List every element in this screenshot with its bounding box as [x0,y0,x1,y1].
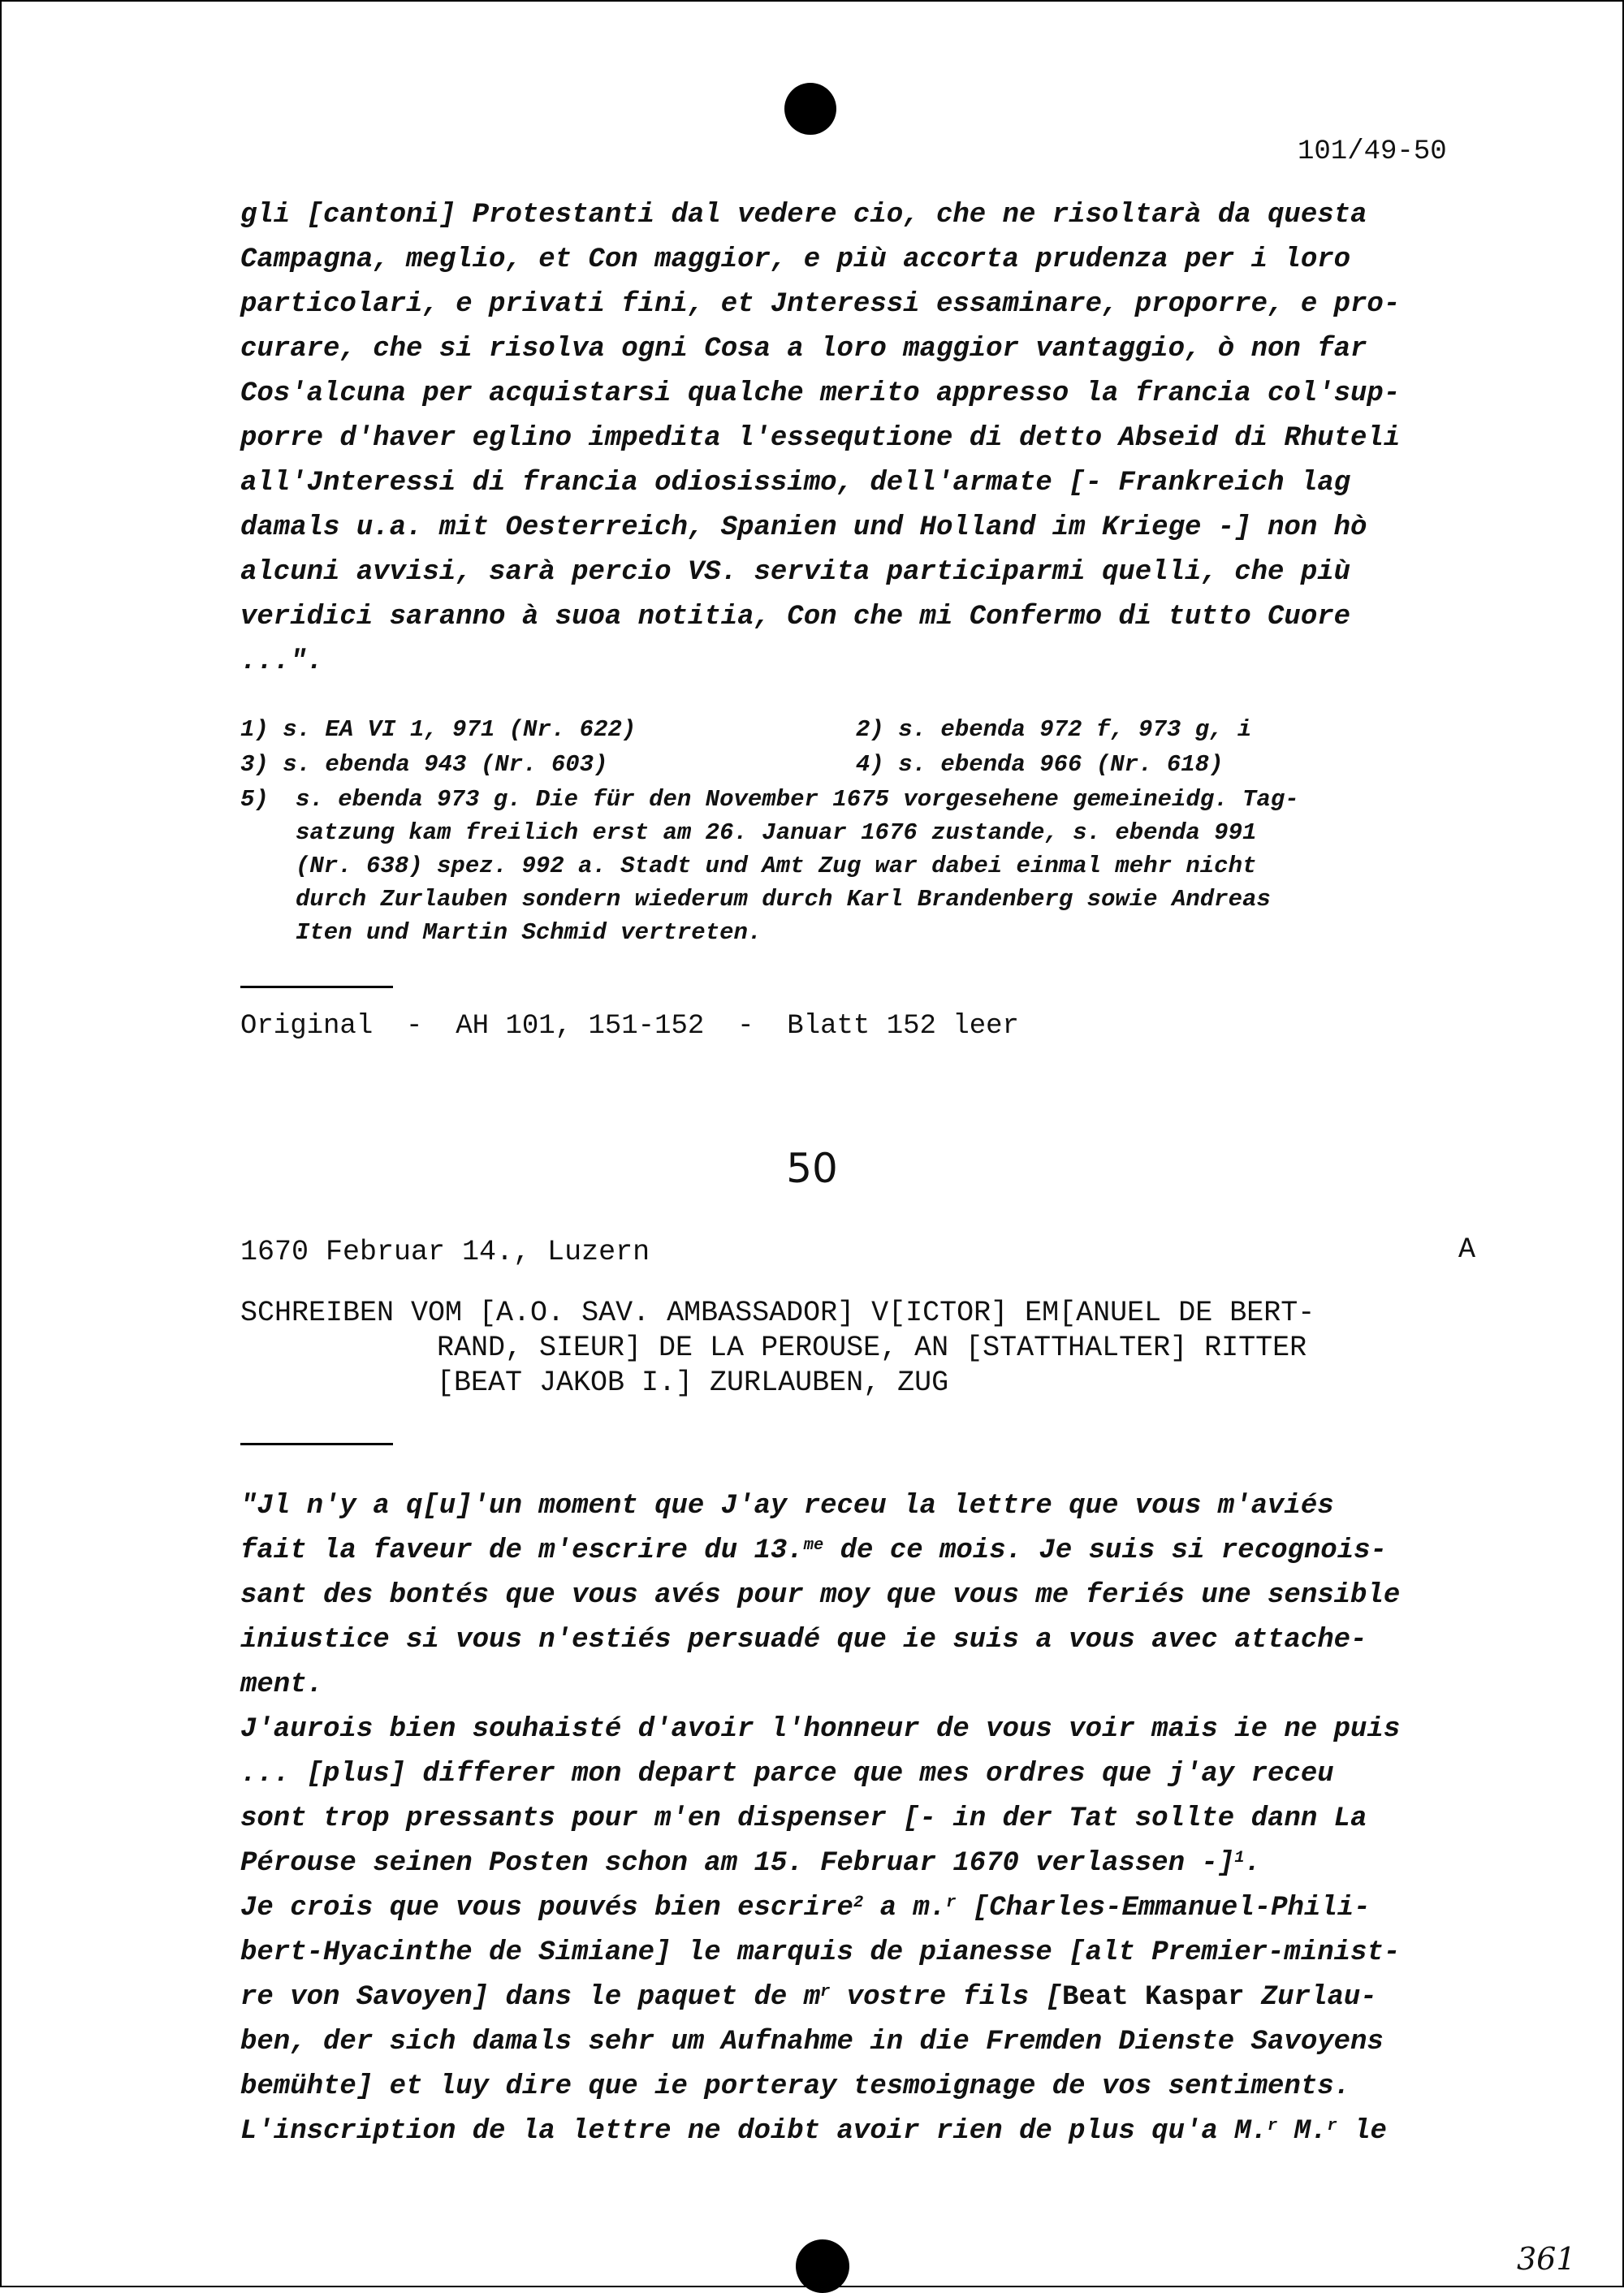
text-line: alcuni avvisi, sarà percio VS. servita participarmi quelli, che più [240,557,1351,588]
text-line: porre d'haver eglino impedita l'essequtione di detto Abseid di Rhuteli [240,423,1401,454]
text-span: Zurlau- [1244,1982,1377,2013]
binding-hole-top [784,83,836,135]
text-span: [alt Premier-minist- [1052,1937,1401,1968]
footnote-ref: 2 [853,1893,864,1912]
text-line [240,2116,1387,2147]
superscript: r [820,1982,831,2002]
text-span: a m. [863,1893,947,1924]
separator-rule [240,1443,393,1445]
text-span: Pérouse seinen Posten schon am 15. Februar 1670 verlassen -] [240,1848,1235,1879]
footnote-5-line: satzung kam freilich erst am 26. Januar 1676 zustande, s. ebenda 991 [296,819,1257,846]
binding-hole-bottom [796,2239,849,2293]
text-line [240,1848,1261,1879]
text-line: sont trop pressants pour m'en dispenser [- in der Tat sollte dann La [240,1803,1367,1834]
document-number: 50 [786,1145,838,1192]
superscript: r [1268,2116,1278,2135]
footnote-5-name: Schmid [521,919,607,946]
text-line: damals u.a. mit Oesterreich, Spanien und Holland im Kriege -] non hò [240,512,1367,543]
date-place: 1670 Februar 14., Luzern [240,1236,650,1268]
superscript: r [1327,2116,1337,2135]
superscript: r [946,1893,957,1912]
text-line: ...". [240,646,324,677]
footnote-5-line: (Nr. 638) spez. 992 a. Stadt und Amt Zug war dabei einmal mehr nicht [296,853,1257,879]
text-line: veridici saranno à suoa notitia, Con che mi Confermo di tutto Cuore [240,602,1351,633]
text-line: gli [cantoni] Protestanti dal vedere cio, che ne risoltarà da questa [240,200,1367,231]
text-span: Je crois que vous pouvés bien escrire [240,1893,853,1924]
footnote-5-label: 5) [240,786,269,813]
text-line: ... [plus] differer mon depart parce que mes ordres que j'ay receu [240,1759,1334,1790]
archive-signature: 361 [1517,2241,1576,2277]
text-line: ben, der sich damals sehr um Aufnahme in die Fremden Dienste Savoyens [240,2027,1384,2058]
source-note: Original - AH 101, 151-152 - Blatt 152 leer [240,1011,1019,1042]
superscript: me [803,1535,824,1555]
text-span: M. [1277,2116,1328,2147]
text-line [240,1937,1400,1968]
footnote-1: 1) s. EA VI 1, 971 (Nr. 622) [240,716,637,743]
text-line [240,1893,1371,1924]
footnote-4: 4) s. ebenda 966 (Nr. 618) [856,751,1224,778]
text-span: le [1337,2116,1387,2147]
document-type-letter: A [1458,1233,1476,1266]
text-line: J'aurois bien souhaisté d'avoir l'honneur de vous voir mais ie ne puis [240,1714,1401,1745]
footnote-5-line: s. ebenda 973 g. Die für den November 1675 vorgesehene gemeineidg. Tag- [296,786,1299,813]
text-line: Campagna, meglio, et Con maggior, e più accorta prudenza per i loro [240,244,1351,275]
bold-name: Beat Kaspar [1062,1982,1245,2013]
text-line: Cos'alcuna per acquistarsi qualche merito appresso la francia col'sup- [240,378,1401,409]
text-line: "Jl n'y a q[u]'un moment que J'ay receu la lettre que vous m'aviés [240,1491,1334,1522]
footnote-ref: 1 [1234,1848,1245,1868]
text-span: de ce mois. Je suis si recognois- [823,1535,1387,1566]
footnote-5-text: vertreten. [606,919,762,946]
text-span: [Charles-Emmanuel-Phili- [956,1893,1371,1924]
text-line: bemühte] et luy dire que ie porteray tesmoignage de vos sentiments. [240,2071,1351,2102]
footnote-5-line: durch Zurlauben sondern wiederum durch Karl Brandenberg sowie Andreas [296,886,1271,913]
footnote-5-text: Iten und Martin [296,919,522,946]
bold-name: pianesse [919,1937,1052,1968]
page-reference: 101/49-50 [1298,136,1447,167]
text-line: particolari, e privati fini, et Jnteressi essaminare, proporre, e pro- [240,289,1401,320]
text-line: iniustice si vous n'estiés persuadé que ie suis a vous avec attache- [240,1625,1367,1656]
text-line [240,1982,1377,2013]
text-span: bert-Hyacinthe de Simiane] le marquis de [240,1937,920,1968]
footnote-3: 3) s. ebenda 943 (Nr. 603) [240,751,608,778]
document-title: [BEAT JAKOB I.] ZURLAUBEN, ZUG [437,1367,949,1399]
separator-rule [240,986,393,988]
footnote-5-line [296,919,762,946]
footnote-2: 2) s. ebenda 972 f, 973 g, i [856,716,1252,743]
text-span: L'inscription de la lettre ne doibt avoir rien de plus qu'a M. [240,2116,1268,2147]
text-span: fait la faveur de m'escrire du 13. [240,1535,804,1566]
text-line [240,1535,1387,1566]
text-line: ment. [240,1669,324,1700]
text-span: . [1244,1848,1261,1879]
text-span: vostre fils [ [830,1982,1063,2013]
text-line: all'Jnteressi di francia odiosissimo, dell'armate [- Frankreich lag [240,468,1351,499]
text-line: curare, che si risolva ogni Cosa a loro maggior vantaggio, ò non far [240,334,1367,365]
document-title: RAND, SIEUR] DE LA PEROUSE, AN [STATTHALTER] RITTER [437,1332,1307,1364]
text-line: sant des bontés que vous avés pour moy que vous me feriés une sensible [240,1580,1401,1611]
text-span: re von Savoyen] dans le paquet de m [240,1982,821,2013]
document-title: SCHREIBEN VOM [A.O. SAV. AMBASSADOR] V[ICTOR] EM[ANUEL DE BERT- [240,1297,1315,1329]
